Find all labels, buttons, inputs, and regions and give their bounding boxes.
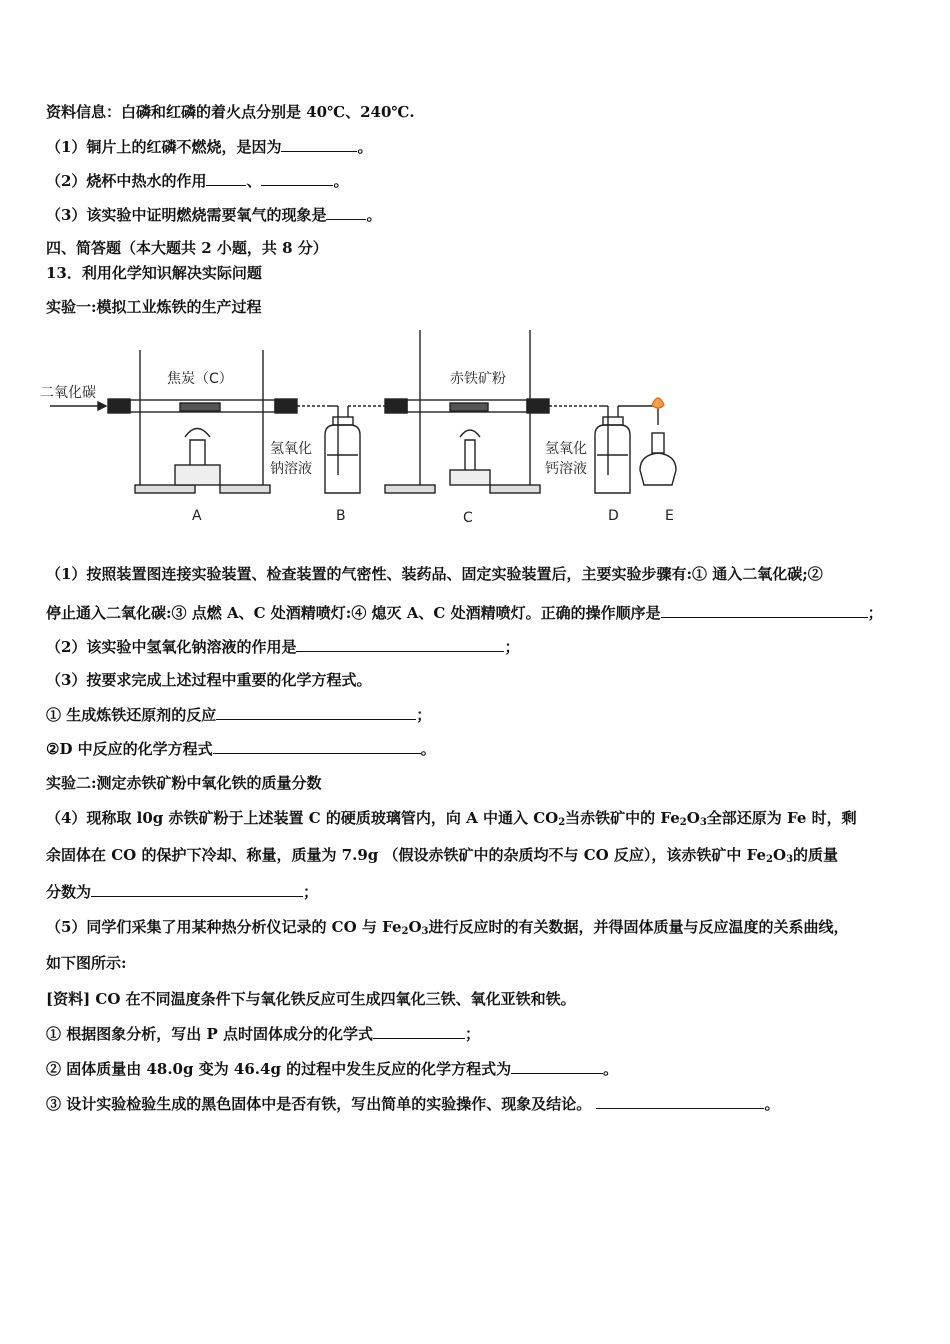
answer-blank[interactable] xyxy=(216,705,416,720)
question-p1-line1: （1）按照装置图连接实验装置、检查装置的气密性、装药品、固定实验装置后，主要实验步骤有:① 通入二氧化碳;② xyxy=(46,565,823,583)
answer-blank[interactable] xyxy=(326,205,366,220)
apparatus-diagram xyxy=(40,325,720,530)
bottle-cap xyxy=(603,417,623,425)
question-p5-2: ② 固体质量由 48.0g 变为 46.4g 的过程中发生反应的化学方程式为 。 xyxy=(46,1060,619,1078)
question-p4-line3: 分数为 ； xyxy=(46,883,319,901)
bottle-b xyxy=(325,425,360,493)
stand-base xyxy=(135,485,195,493)
question-p5-line1: （5）同学们采集了用某种热分析仪记录的 CO 与 $Fe_2O_3$进行反应时的有关数据，并得固体质量与反应温度的关系曲线， xyxy=(46,918,849,937)
burner-flame-c xyxy=(460,430,480,437)
answer-blank[interactable] xyxy=(91,882,303,897)
question-3: （3）该实验中证明燃烧需要氧气的现象是 。 xyxy=(46,206,382,224)
question-p2: （2）该实验中氢氧化钠溶液的作用是 ； xyxy=(46,638,520,656)
coke-powder xyxy=(180,403,220,411)
stand-base xyxy=(490,485,540,493)
burner-neck xyxy=(465,440,475,470)
lamp-wick xyxy=(652,433,664,453)
burner-neck xyxy=(190,440,205,465)
caoh-label: 钙溶液 xyxy=(545,461,587,477)
experiment-1-title: 实验一:模拟工业炼铁的生产过程 xyxy=(46,298,262,316)
answer-blank[interactable] xyxy=(596,1094,764,1109)
experiment-2-title: 实验二:测定赤铁矿粉中氧化铁的质量分数 xyxy=(46,774,322,792)
gas-label: 二氧化碳 xyxy=(40,385,96,401)
question-2: （2）烧杯中热水的作用 、 。 xyxy=(46,172,349,190)
naoh-label: 钠溶液 xyxy=(270,461,312,477)
alcohol-lamp-e xyxy=(640,453,676,485)
caoh-label: 氢氧化 xyxy=(545,441,587,457)
burner-c xyxy=(450,470,490,485)
answer-blank[interactable] xyxy=(213,739,421,754)
question-p3-1: ① 生成炼铁还原剂的反应 ； xyxy=(46,706,432,724)
answer-blank[interactable] xyxy=(373,1024,465,1039)
bottle-cap xyxy=(333,417,353,425)
stand-base xyxy=(220,485,270,493)
answer-blank[interactable] xyxy=(511,1059,603,1074)
question-p3: （3）按要求完成上述过程中重要的化学方程式。 xyxy=(46,671,372,689)
arrow-icon xyxy=(98,402,106,410)
question-p3-2: ②D 中反应的化学方程式 。 xyxy=(46,740,436,758)
question-p5-1: ① 根据图象分析，写出 P 点时固体成分的化学式 ； xyxy=(46,1025,480,1043)
question-p4-line1: （4）现称取 l0g 赤铁矿粉于上述装置 C 的硬质玻璃管内，向 A 中通入 $CO_2$当赤铁矿中的 $Fe_2O_3$全部还原为 Fe 时，剩 xyxy=(46,809,857,828)
answer-blank[interactable] xyxy=(296,637,504,652)
hematite-label: 赤铁矿粉 xyxy=(450,371,506,387)
info-line: 资料信息：白磷和红磷的着火点分别是 40℃、240℃. xyxy=(46,103,415,121)
burner-flame-a xyxy=(185,429,210,438)
label-c: C xyxy=(463,510,473,526)
question-1: （1）铜片上的红磷不燃烧，是因为 。 xyxy=(46,138,373,156)
answer-blank[interactable] xyxy=(661,603,868,618)
naoh-label: 氢氧化 xyxy=(270,441,312,457)
material-note: [资料] CO 在不同温度条件下与氧化铁反应可生成四氧化三铁、氧化亚铁和铁。 xyxy=(46,990,576,1008)
question-p1-line2: 停止通入二氧化碳:③ 点燃 A、C 处酒精喷灯:④ 熄灭 A、C 处酒精喷灯。正确的操作顺序是 ； xyxy=(46,604,883,622)
answer-blank[interactable] xyxy=(206,171,246,186)
bottle-d xyxy=(595,425,630,493)
flame-icon xyxy=(652,398,664,408)
question-p5-line2: 如下图所示: xyxy=(46,954,127,972)
label-e: E xyxy=(665,508,674,524)
stand-base xyxy=(385,485,435,493)
question-p5-3: ③ 设计实验检验生成的黑色固体中是否有铁，写出简单的实验操作、现象及结论。 。 xyxy=(46,1095,780,1113)
answer-blank[interactable] xyxy=(261,171,333,186)
stopper xyxy=(385,399,407,413)
label-a: A xyxy=(192,508,202,524)
question-13-title: 13．利用化学知识解决实际问题 xyxy=(46,264,262,282)
stopper xyxy=(275,399,297,413)
section-title: 四、简答题（本大题共 2 小题，共 8 分） xyxy=(46,239,328,257)
question-p4-line2: 余固体在 CO 的保护下冷却、称量，质量为 7.9g （假设赤铁矿中的杂质均不与 CO 反应），该赤铁矿中 $Fe_2O_3$的质量 xyxy=(46,846,839,865)
stopper xyxy=(527,399,549,413)
coke-label: 焦炭（C） xyxy=(167,371,233,387)
hematite-powder xyxy=(450,403,488,411)
answer-blank[interactable] xyxy=(281,137,357,152)
label-d: D xyxy=(608,508,619,524)
label-b: B xyxy=(336,508,346,524)
stopper xyxy=(108,399,130,413)
burner-a xyxy=(175,465,220,485)
